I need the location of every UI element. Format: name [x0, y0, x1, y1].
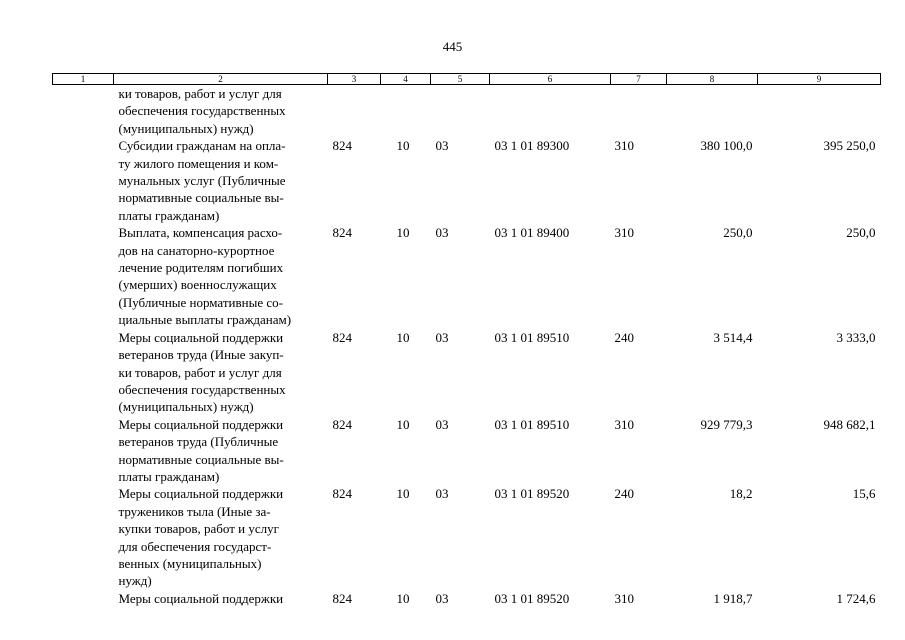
cell-amount-1: 380 100,0 [700, 138, 753, 154]
cell-amount-1: 929 779,3 [700, 416, 753, 432]
cell-amount-2: 250,0 [846, 225, 876, 241]
cell-section: 10 [396, 138, 410, 154]
cell-amount-2: 1 724,6 [836, 590, 876, 606]
table-body [53, 85, 881, 608]
table-row [53, 416, 881, 486]
table-row [53, 224, 881, 328]
cell-section [381, 85, 431, 138]
cell-target-article: 03 1 01 89510 [494, 416, 570, 432]
cell-subsection: 03 [435, 590, 449, 606]
cell-target-article [490, 85, 611, 138]
cell-amount-2: 395 250,0 [823, 138, 876, 154]
header-col-6: 6 [490, 74, 611, 85]
header-col-3: 3 [328, 74, 381, 85]
cell-ministry-code: 824 [332, 486, 352, 502]
cell-expense-type: 240 [614, 486, 634, 502]
cell-amount-2 [758, 85, 881, 138]
cell-description: Меры социальной поддержки ветеранов труда (Публичные нормативные социальные вы- платы гражданам) [118, 416, 284, 484]
cell-target-article: 03 1 01 89400 [494, 225, 570, 241]
cell-section: 10 [396, 486, 410, 502]
cell-ministry-code: 824 [332, 138, 352, 154]
cell-subsection: 03 [435, 416, 449, 432]
header-row [53, 74, 881, 85]
cell-line-number [53, 85, 114, 138]
cell-ministry-code: 824 [332, 590, 352, 606]
cell-subsection: 03 [435, 225, 449, 241]
table-header [53, 74, 881, 85]
table-row [53, 329, 881, 416]
header-col-7: 7 [611, 74, 667, 85]
cell-expense-type: 310 [614, 416, 634, 432]
cell-ministry-code: 824 [332, 225, 352, 241]
cell-description: Меры социальной поддержки тружеников тыла (Иные за- купки товаров, работ и услуг для обеспечения государст- венных (муниципальных) нужд) [118, 486, 284, 589]
cell-subsection [431, 85, 490, 138]
cell-expense-type: 310 [614, 225, 634, 241]
cell-description: ки товаров, работ и услуг для обеспечения государственных (муниципальных) нужд) [118, 86, 286, 136]
cell-amount-2: 15,6 [852, 486, 876, 502]
cell-description: Меры социальной поддержки [118, 590, 284, 606]
header-col-8: 8 [667, 74, 758, 85]
cell-amount-1: 18,2 [729, 486, 753, 502]
cell-line-number [53, 485, 114, 589]
cell-line-number [53, 137, 114, 224]
cell-target-article: 03 1 01 89520 [494, 590, 570, 606]
header-col-5: 5 [431, 74, 490, 85]
cell-description: Меры социальной поддержки ветеранов труда (Иные закуп- ки товаров, работ и услуг для обеспечения государственных (муниципальных) нужд) [118, 329, 286, 415]
cell-target-article: 03 1 01 89300 [494, 138, 570, 154]
cell-ministry-code: 824 [332, 416, 352, 432]
cell-subsection: 03 [435, 138, 449, 154]
cell-line-number [53, 224, 114, 328]
cell-section: 10 [396, 329, 410, 345]
cell-expense-type [611, 85, 667, 138]
table-row [53, 85, 881, 138]
cell-amount-2: 3 333,0 [836, 329, 876, 345]
cell-section: 10 [396, 416, 410, 432]
cell-expense-type: 310 [614, 138, 634, 154]
cell-description: Выплата, компенсация расхо- дов на санаторно-курортное лечение родителям погибших (умерших) военнослужащих (Публичные нормативные со- циальные выплаты гражданам) [118, 225, 292, 328]
page-number: 445 [442, 39, 463, 54]
cell-target-article: 03 1 01 89520 [494, 486, 570, 502]
cell-subsection: 03 [435, 486, 449, 502]
table-row [53, 485, 881, 589]
cell-line-number [53, 329, 114, 416]
header-col-9: 9 [758, 74, 881, 85]
header-col-1: 1 [53, 74, 114, 85]
cell-amount-1: 3 514,4 [713, 329, 753, 345]
table-row [53, 590, 881, 607]
cell-ministry-code [328, 85, 381, 138]
header-col-2: 2 [114, 74, 328, 85]
cell-target-article: 03 1 01 89510 [494, 329, 570, 345]
cell-amount-1 [667, 85, 758, 138]
cell-line-number [53, 590, 114, 607]
cell-section: 10 [396, 225, 410, 241]
cell-subsection: 03 [435, 329, 449, 345]
header-col-4: 4 [381, 74, 431, 85]
cell-expense-type: 310 [614, 590, 634, 606]
cell-ministry-code: 824 [332, 329, 352, 345]
cell-amount-2: 948 682,1 [823, 416, 876, 432]
cell-section: 10 [396, 590, 410, 606]
cell-description: Субсидии гражданам на опла- ту жилого помещения и ком- мунальных услуг (Публичные нормативные социальные вы- платы гражданам) [118, 138, 286, 223]
budget-table [52, 73, 881, 607]
cell-amount-1: 1 918,7 [713, 590, 753, 606]
cell-expense-type: 240 [614, 329, 634, 345]
cell-line-number [53, 416, 114, 486]
cell-amount-1: 250,0 [723, 225, 753, 241]
table-row [53, 137, 881, 224]
